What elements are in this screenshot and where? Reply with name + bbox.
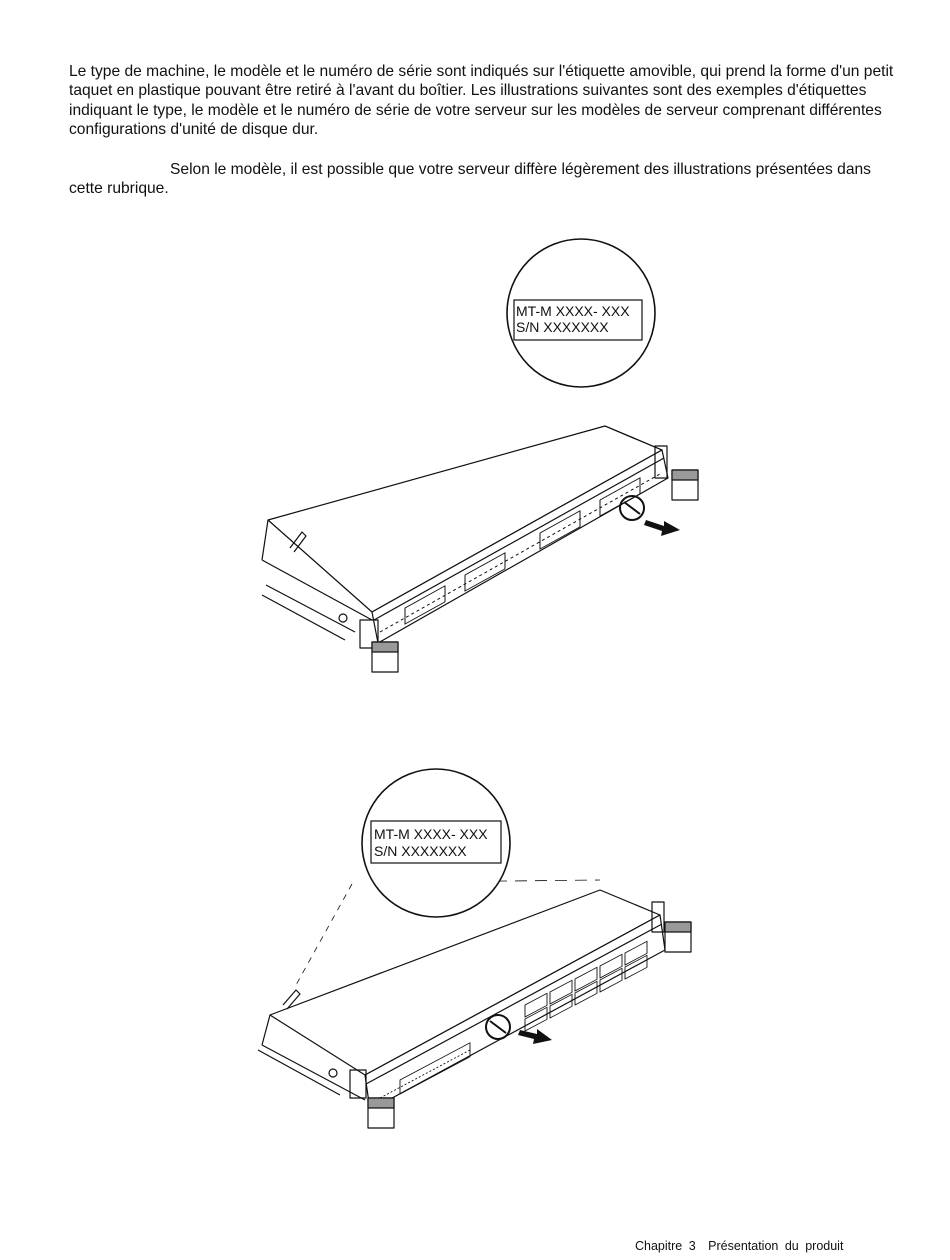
footer-chapter: Chapitre 3 — [635, 1239, 696, 1253]
page-footer — [635, 1239, 849, 1253]
pull-arrow — [644, 520, 680, 536]
note-paragraph — [69, 160, 909, 199]
server-illustration-1 — [0, 225, 950, 695]
note-text: Selon le modèle, il est possible que votre serveur diffère légèrement des illustrations présentées dans cette rubrique. — [69, 161, 871, 198]
footer-title: Présentation du produit — [708, 1239, 844, 1253]
label-line-1: MT-M XXXX- XXX — [516, 303, 630, 319]
label-line-1: MT-M XXXX- XXX — [374, 826, 488, 842]
intro-paragraph: Le type de machine, le modèle et le numéro de série sont indiqués sur l'étiquette amovible, qui prend la forme d'un petit taquet en plastique pouvant être retiré à l'avant du boîtier. Les illustrations suivantes sont des exemples d'étiquettes indiquant le type, le modèle et le numéro de série de votre serveur sur les modèles de serveur comprenant différentes configurations d'unité de disque dur. — [69, 63, 894, 139]
label-line-2: S/N XXXXXXX — [516, 319, 609, 335]
label-line-2: S/N XXXXXXX — [374, 843, 467, 859]
server-illustration-2 — [0, 755, 950, 1175]
pull-arrow — [518, 1029, 552, 1044]
